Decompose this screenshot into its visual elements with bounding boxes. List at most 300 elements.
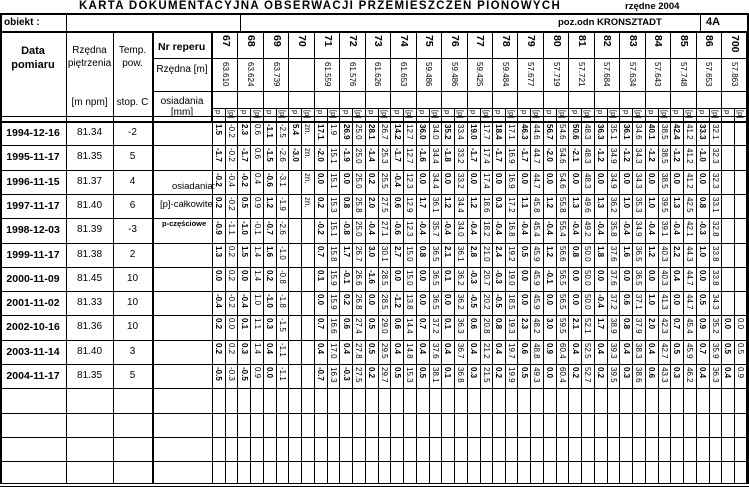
total-settlement: 33.2 (456, 148, 466, 164)
settlement-type-label: p (341, 110, 351, 115)
total-settlement: 29.5 (379, 342, 389, 359)
partial-settlement: 0.2 (494, 367, 504, 379)
partial-settlement: 0.0 (545, 172, 555, 184)
total-settlement: -1.1 (227, 221, 237, 235)
partial-settlement: 0.3 (265, 318, 275, 330)
settlement-type-label: p (214, 110, 224, 115)
total-settlement: 1.9 (328, 124, 338, 136)
partial-settlement: 5.4 (290, 124, 300, 136)
total-settlement: 45.9 (532, 269, 542, 286)
total-settlement: 25.3 (379, 148, 389, 164)
total-settlement: -3.1 (277, 172, 287, 187)
row-date: 2003-11-14 (6, 345, 60, 358)
partial-settlement: -2.1 (570, 148, 580, 163)
total-settlement: 25.0 (354, 148, 364, 164)
partial-settlement: 1.3 (596, 196, 606, 209)
partial-settlement: -0.4 (367, 221, 377, 235)
partial-settlement: 17.1 (316, 124, 326, 140)
row-date: 1999-11-17 (6, 248, 60, 261)
total-settlement: 15.0 (405, 245, 415, 262)
total-settlement: 37.2 (430, 318, 440, 334)
settlement-type-label: [p] (277, 110, 287, 119)
settlement-type-label: p (519, 110, 529, 115)
settlement-type-label: [p] (710, 110, 720, 119)
total-settlement: 38.6 (634, 367, 644, 383)
partial-settlement: 0.6 (468, 318, 478, 330)
partial-settlement: -0.3 (697, 221, 707, 235)
partial-settlement: 0.0 (570, 269, 580, 281)
benchmark-elevation: 59.486 (449, 62, 459, 87)
partial-settlement: -0.7 (265, 221, 275, 235)
total-settlement: 36.3 (710, 367, 720, 383)
total-settlement: 26.6 (354, 269, 364, 286)
total-settlement: 25.0 (354, 124, 364, 140)
total-settlement: 40.3 (659, 269, 669, 286)
partial-settlement: 0.6 (341, 318, 351, 330)
benchmark-elevation: 59.484 (500, 62, 510, 87)
total-settlement: 42.1 (685, 221, 695, 237)
benchmark-elevation: 63.624 (246, 62, 256, 87)
benchmark-elevation: 57.677 (526, 62, 536, 87)
partial-settlement: 56.7 (545, 124, 555, 140)
total-settlement: 1.1 (252, 318, 262, 330)
partial-settlement: 0.1 (443, 269, 453, 281)
total-settlement: 43.3 (659, 367, 669, 383)
partial-settlement: 1.2 (443, 196, 453, 209)
settlement-type-label: [p] (379, 110, 389, 119)
settlement-type-label: [p] (608, 110, 618, 119)
settlement-type-label: [p] (328, 110, 338, 119)
benchmark-elevation: 63.610 (220, 62, 230, 87)
partial-settlement: -2.0 (316, 148, 326, 163)
total-settlement: 34.3 (634, 148, 644, 164)
benchmark-number: 69 (270, 35, 283, 47)
settlement-type-label: [p] (303, 110, 313, 119)
partial-settlement: 0.2 (570, 367, 580, 379)
total-settlement: 29.0 (379, 318, 389, 334)
row-temperature: -2 (128, 127, 137, 138)
partial-settlement: 0.0 (621, 269, 631, 281)
partial-settlement: -0.4 (239, 294, 249, 308)
total-settlement: 48.2 (532, 318, 542, 334)
partial-settlement: 0.8 (570, 245, 580, 257)
partial-settlement: 0.4 (417, 342, 427, 354)
total-settlement: -0.3 (227, 367, 237, 381)
total-settlement: 49.6 (583, 196, 593, 213)
partial-settlement: 2.0 (367, 196, 377, 209)
total-settlement: 14.4 (405, 318, 415, 334)
partial-settlement: -1.7 (519, 148, 529, 163)
row-water-level: 81.37 (76, 175, 103, 187)
partial-settlement: 0.5 (697, 294, 707, 306)
total-settlement: 38.5 (659, 148, 669, 164)
row-date: 1995-11-17 (6, 151, 60, 164)
total-settlement: 29.7 (379, 367, 389, 383)
total-settlement: -0.1 (252, 221, 262, 235)
total-settlement: 36.5 (430, 269, 440, 286)
partial-settlement: 0.0 (596, 269, 606, 281)
benchmark-elevation: 57.721 (577, 62, 587, 87)
total-settlement: 49.3 (532, 367, 542, 383)
total-settlement: -0.2 (227, 124, 237, 138)
total-settlement: 14.8 (405, 342, 415, 359)
total-settlement: 34.4 (456, 196, 466, 213)
settlement-type-label: p (621, 110, 631, 115)
total-settlement: 17.4 (481, 148, 491, 164)
row-water-level: 81.40 (76, 345, 103, 357)
total-settlement: -1.1 (277, 342, 287, 357)
settlement-type-label: p (672, 110, 682, 115)
partial-settlement: 28.1 (367, 124, 377, 140)
total-settlement: 42.5 (685, 196, 695, 213)
partial-settlement: -0.3 (494, 269, 504, 284)
partial-settlement: -1.2 (647, 148, 656, 163)
total-settlement: 35.7 (430, 221, 440, 237)
total-settlement: 15.9 (328, 269, 338, 286)
row-temperature: 2 (129, 248, 136, 260)
partial-settlement: 0.0 (265, 367, 275, 379)
settlement-type-label: p (570, 110, 580, 115)
partial-settlement: 0.4 (723, 367, 733, 379)
total-settlement: 28.5 (379, 269, 389, 286)
partial-settlement: 1.7 (417, 196, 427, 209)
partial-settlement: 0.3 (621, 367, 631, 379)
partial-settlement: 46.3 (519, 124, 529, 140)
total-settlement: 15.3 (328, 196, 338, 213)
partial-settlement: 0.0 (392, 269, 402, 281)
total-settlement: 32.1 (710, 124, 720, 140)
partial-settlement: 0.0 (417, 172, 427, 184)
total-settlement: 28.5 (379, 294, 389, 310)
row-temperature: 6 (129, 199, 136, 211)
settlement-type-label: [p] (685, 110, 695, 119)
total-settlement: -1.0 (277, 245, 287, 260)
col-rzedna-header: Rzędna piętrzenia (67, 45, 112, 69)
partial-settlement: 0.6 (392, 318, 402, 330)
partial-settlement: 1.0 (647, 294, 656, 306)
total-settlement: 48.8 (532, 342, 542, 359)
partial-settlement: -0.5 (468, 294, 478, 308)
total-settlement: 20.2 (481, 294, 491, 310)
partial-settlement: -1.2 (596, 148, 606, 163)
total-settlement: 41.3 (659, 294, 669, 310)
benchmark-number: 83 (626, 35, 639, 47)
total-settlement: 27.4 (354, 318, 364, 334)
partial-settlement: 0.5 (723, 342, 733, 354)
partial-settlement: -1.7 (239, 148, 249, 163)
total-settlement: 41.2 (685, 148, 695, 164)
partial-settlement: 1.1 (519, 196, 529, 209)
settlement-type-label: [p] (507, 110, 517, 119)
partial-settlement: 36.3 (596, 124, 606, 140)
settlement-type-label: [p] (532, 110, 542, 119)
total-settlement: 34.4 (430, 172, 440, 189)
total-settlement: 19.7 (507, 342, 517, 359)
total-settlement: 25.0 (354, 172, 364, 189)
partial-settlement: -0.1 (545, 269, 555, 284)
settlement-type-label: [p] (481, 110, 491, 119)
partial-settlement: 3.0 (545, 318, 555, 330)
partial-settlement: -0.4 (672, 221, 682, 235)
total-settlement: 0.2 (227, 269, 237, 281)
total-settlement: 0.6 (252, 148, 262, 160)
total-settlement: 34.0 (430, 124, 440, 140)
partial-settlement: -1.7 (214, 148, 224, 163)
total-settlement: 45.9 (532, 245, 542, 262)
total-settlement: 44.7 (685, 294, 695, 310)
partial-settlement: -0.4 (621, 221, 631, 235)
partial-settlement: -0.7 (316, 367, 326, 381)
settlement-type-label: p (316, 110, 326, 115)
benchmark-number: 71 (321, 35, 334, 47)
total-settlement: 36.5 (634, 245, 644, 262)
row-date: 1998-12-03 (6, 224, 60, 237)
total-settlement: 12.7 (405, 124, 415, 140)
benchmark-number: 72 (346, 35, 359, 47)
total-settlement: 12.3 (405, 172, 415, 189)
total-settlement: 50.0 (583, 245, 593, 262)
partial-settlement: -1.2 (392, 294, 402, 308)
partial-settlement: 0.2 (214, 196, 224, 209)
total-settlement: 0.0 (227, 318, 237, 330)
benchmark-number: 67 (219, 35, 232, 47)
partial-settlement: 0.0 (417, 294, 427, 306)
partial-settlement: 1.2 (545, 196, 555, 209)
partial-settlement: 0.0 (596, 172, 606, 184)
row-temperature: 10 (126, 321, 139, 333)
partial-settlement: 0.0 (367, 294, 377, 306)
partial-settlement: 1.7 (341, 245, 351, 257)
row-temperature: 4 (129, 175, 136, 187)
partial-settlement: 0.4 (697, 367, 707, 379)
total-settlement: 55.8 (557, 196, 567, 213)
partial-settlement: -0.4 (596, 294, 606, 308)
total-settlement: 35.8 (608, 221, 618, 237)
total-settlement: 27.5 (354, 367, 364, 383)
partial-settlement: 0.1 (443, 318, 453, 330)
card-title: KARTA DOKUMENTACYJNA OBSERWACJI PRZEMIESZCZEN PIONOWYCH (78, 0, 562, 12)
total-settlement: -0.2 (227, 294, 237, 308)
partial-settlement: 0.4 (443, 342, 453, 354)
total-settlement: 16.3 (328, 367, 338, 383)
benchmark-elevation: 57.634 (627, 62, 637, 87)
partial-settlement: -1.2 (672, 148, 682, 163)
total-settlement: 52.7 (583, 367, 593, 383)
total-settlement: 33.2 (456, 172, 466, 189)
partial-settlement: 40.1 (647, 124, 656, 140)
total-settlement: 13.8 (405, 294, 415, 310)
partial-settlement: -0.2 (214, 172, 224, 187)
year-label: rzędne 2004 (625, 1, 680, 12)
partial-settlement: -1.0 (265, 294, 275, 308)
partial-settlement: 0.6 (392, 196, 402, 209)
total-settlement: 44.3 (685, 245, 695, 262)
total-settlement: 36.1 (456, 245, 466, 262)
total-settlement: 16.8 (507, 221, 517, 237)
total-settlement: 41.2 (685, 172, 695, 189)
total-settlement: 49.2 (583, 221, 593, 237)
partial-settlement: 0.2 (367, 367, 377, 379)
partial-settlement: 0.8 (417, 245, 427, 257)
partial-settlement: 26.9 (341, 124, 351, 140)
total-settlement: 27.1 (379, 221, 389, 237)
row-temperature: 5 (129, 151, 136, 163)
partial-settlement: 0.0 (443, 294, 453, 306)
partial-settlement: 0.8 (494, 318, 504, 330)
total-settlement: 32.3 (710, 148, 720, 164)
total-settlement: 36.8 (456, 367, 466, 383)
partial-settlement: -0.4 (545, 221, 555, 235)
row-water-level: 81.45 (76, 272, 103, 284)
col-temp-unit: stop. C (116, 97, 149, 108)
benchmark-number: 82 (601, 35, 614, 47)
total-settlement: 26.7 (354, 245, 364, 262)
benchmark-number: 79 (525, 35, 538, 47)
partial-settlement: 1.8 (596, 245, 606, 257)
benchmark-number: 700 (728, 35, 741, 53)
total-settlement: 45.4 (532, 221, 542, 237)
col-rzedna-unit: [m npm] (71, 97, 108, 108)
total-settlement: 21.0 (481, 245, 491, 262)
benchmark-elevation: 59.486 (424, 62, 434, 87)
settlement-type-label: [p] (736, 110, 746, 119)
settlement-type-label: [p] (583, 110, 593, 119)
total-settlement: 15.8 (328, 245, 338, 262)
partial-settlement: 0.0 (545, 367, 555, 379)
partial-settlement: 0.5 (519, 245, 529, 257)
partial-settlement: -1.7 (494, 148, 504, 163)
row-water-level: 81.34 (76, 127, 103, 138)
partial-settlement: 2.8 (468, 245, 478, 257)
total-settlement: 27.5 (379, 196, 389, 213)
benchmark-elevation: 57.684 (602, 62, 612, 87)
partial-settlement: 0.0 (468, 172, 478, 184)
partial-settlement: 0.5 (417, 367, 427, 379)
partial-settlement: -0.6 (265, 172, 275, 187)
settlement-type-label: p (468, 110, 478, 115)
total-settlement: 39.5 (659, 196, 669, 213)
total-settlement: 1.4 (252, 245, 262, 257)
partial-settlement: 1.0 (621, 196, 631, 209)
total-settlement: 21.2 (481, 342, 491, 359)
total-settlement: zn. (303, 148, 313, 159)
partial-settlement: 0.7 (316, 318, 326, 330)
partial-settlement: 0.4 (570, 342, 580, 354)
row-water-level: 81.39 (76, 224, 103, 236)
total-settlement: 19.3 (507, 318, 517, 334)
total-settlement: 45.9 (685, 342, 695, 359)
row-temperature: 5 (129, 370, 136, 381)
total-settlement: 35.1 (608, 124, 618, 140)
total-settlement: 0.2 (227, 342, 237, 354)
total-settlement: 15.9 (328, 294, 338, 310)
partial-settlement: -1.4 (367, 148, 377, 163)
partial-settlement: 0.0 (443, 172, 453, 184)
total-settlement: 0.6 (252, 124, 262, 136)
settlement-type-label: p (723, 110, 733, 115)
partial-settlement: 0.5 (519, 367, 529, 379)
partial-settlement: 2.3 (519, 318, 529, 330)
total-settlement: 0.2 (227, 245, 237, 257)
partial-settlement: -1.7 (392, 148, 402, 163)
partial-settlement: 0.4 (341, 342, 351, 354)
total-settlement: 20.8 (481, 318, 491, 334)
partial-settlement: 0.6 (519, 342, 529, 354)
total-settlement: 17.7 (481, 124, 491, 140)
partial-settlement: -0.5 (239, 367, 249, 381)
partial-settlement: 0.9 (545, 342, 555, 354)
total-settlement: 56.5 (557, 294, 567, 310)
partial-settlement: -0.3 (341, 367, 351, 381)
total-settlement: 52.5 (583, 342, 593, 359)
partial-settlement: 0.0 (519, 269, 529, 281)
total-settlement: 27.8 (354, 342, 364, 359)
total-settlement: 33.4 (456, 124, 466, 140)
partial-settlement: -1.0 (239, 221, 249, 235)
total-settlement: 19.2 (507, 245, 517, 262)
partial-settlement: 1.0 (647, 196, 656, 209)
total-settlement: 18.5 (507, 294, 517, 310)
benchmark-number: 85 (677, 35, 690, 47)
row-water-level: 81.40 (76, 199, 103, 211)
partial-settlement: 0.6 (621, 294, 631, 306)
total-settlement: -0.8 (277, 269, 287, 284)
total-settlement: 39.3 (608, 342, 618, 359)
total-settlement: 16.9 (507, 172, 517, 189)
partial-settlement: -0.5 (494, 294, 504, 308)
settlement-type-label: p (239, 110, 249, 115)
total-settlement: 18.6 (481, 196, 491, 213)
total-settlement: 15.1 (328, 221, 338, 237)
total-settlement: 0.0 (736, 318, 746, 330)
total-settlement: 34.9 (608, 172, 618, 189)
partial-settlement: 0.4 (468, 342, 478, 354)
partial-settlement: -0.6 (392, 221, 402, 235)
benchmark-number: 80 (550, 35, 563, 47)
total-settlement: 45.8 (532, 196, 542, 213)
partial-settlement: 0.7 (672, 318, 682, 330)
osiadania-label: osiadania [mm] (160, 96, 204, 118)
partial-settlement: 0.2 (214, 318, 224, 330)
partial-settlement: -0.4 (417, 221, 427, 235)
partial-settlement: 1.6 (265, 245, 275, 257)
total-settlement: 34.0 (456, 221, 466, 237)
partial-settlement: 19.0 (468, 124, 478, 140)
col-date-header: Data pomiaru (11, 45, 55, 71)
partial-settlement: 2.2 (672, 245, 682, 257)
total-settlement: 1.0 (252, 294, 262, 306)
partial-settlement: 0.4 (265, 342, 275, 354)
partial-settlement: 0.0 (417, 269, 427, 281)
partial-settlement: 0.4 (494, 342, 504, 354)
partial-settlement: 0.3 (672, 367, 682, 379)
partial-settlement: 42.4 (672, 124, 682, 140)
total-settlement: -1.9 (277, 196, 287, 211)
settlement-type-label: [p] (252, 110, 262, 119)
total-settlement: 39.1 (659, 221, 669, 237)
partial-settlement: 0.5 (239, 196, 249, 209)
partial-settlement: -1.0 (697, 148, 707, 163)
partial-settlement: 0.2 (341, 294, 351, 306)
total-settlement: -0.4 (227, 172, 237, 187)
total-settlement: 12.7 (405, 148, 415, 164)
row-date: 2002-10-16 (6, 321, 60, 334)
partial-settlement: 0.0 (519, 172, 529, 184)
total-settlement: 0.5 (736, 342, 746, 354)
total-settlement: 1.4 (252, 269, 262, 281)
partial-settlement: 0.7 (417, 318, 427, 330)
partial-settlement: 0.1 (316, 269, 326, 281)
